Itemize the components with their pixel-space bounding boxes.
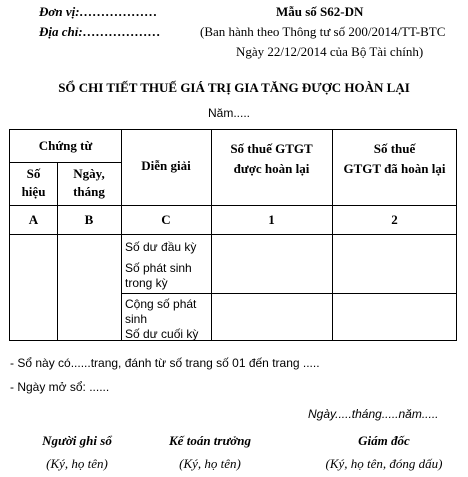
address-label: Địa chỉ:……………… [39, 24, 161, 39]
header-description: Diễn giải [141, 158, 191, 173]
header-voucher: Chứng từ [38, 138, 93, 153]
note-pages: - Sổ này có......trang, đánh từ số trang số 01 đến trang ..... [10, 356, 320, 370]
header-vat-refunded-line1: Số thuế [373, 141, 416, 156]
code-1: 1 [268, 212, 275, 227]
code-a: A [28, 212, 39, 227]
page-title: SỔ CHI TIẾT THUẾ GIÁ TRỊ GIA TĂNG ĐƯỢC HOÀN LẠI [58, 80, 410, 95]
header-date-line2: tháng [73, 184, 105, 199]
signature-chief-accountant-title: Kế toán trưởng [169, 433, 251, 448]
signature-recorder-note: (Ký, họ tên) [46, 456, 108, 471]
row-closing-balance: Số dư cuối kỳ [125, 327, 199, 341]
signature-director-title: Giám đốc [358, 433, 410, 448]
header-number-line2: hiệu [21, 184, 46, 199]
row-total-line1: Cộng số phát [125, 297, 197, 311]
header-vat-refunded-line2: GTGT đã hoàn lại [343, 161, 446, 176]
ledger-table [9, 129, 457, 341]
sign-date-line: Ngày.....tháng.....năm..... [308, 407, 439, 421]
row-opening-balance: Số dư đầu kỳ [125, 240, 197, 254]
header-vat-refundable-line1: Số thuế GTGT [230, 141, 313, 156]
year-label: Năm..... [208, 106, 251, 120]
note-open-date: - Ngày mở sổ: ...... [10, 380, 110, 394]
issued-date-line: Ngày 22/12/2014 của Bộ Tài chính) [236, 44, 424, 59]
signature-chief-accountant-note: (Ký, họ tên) [179, 456, 241, 471]
form-code: Mẫu số S62-DN [276, 4, 364, 19]
header-vat-refundable-line2: được hoàn lại [233, 161, 310, 176]
unit-label: Đơn vị:……………… [39, 4, 158, 19]
header-date-line1: Ngày, [73, 166, 105, 181]
code-c: C [161, 212, 171, 227]
signature-recorder-title: Người ghi sổ [42, 433, 112, 448]
code-b: B [84, 212, 94, 227]
issued-by-line: (Ban hành theo Thông tư số 200/2014/TT-BTC [200, 24, 446, 39]
row-arising-line1: Số phát sinh [125, 261, 192, 275]
signature-director-note: (Ký, họ tên, đóng dấu) [325, 456, 443, 471]
row-arising-line2: trong kỳ [125, 276, 168, 290]
header-number-line1: Số [26, 166, 41, 181]
row-total-line2: sinh [125, 312, 148, 326]
code-2: 2 [391, 212, 398, 227]
